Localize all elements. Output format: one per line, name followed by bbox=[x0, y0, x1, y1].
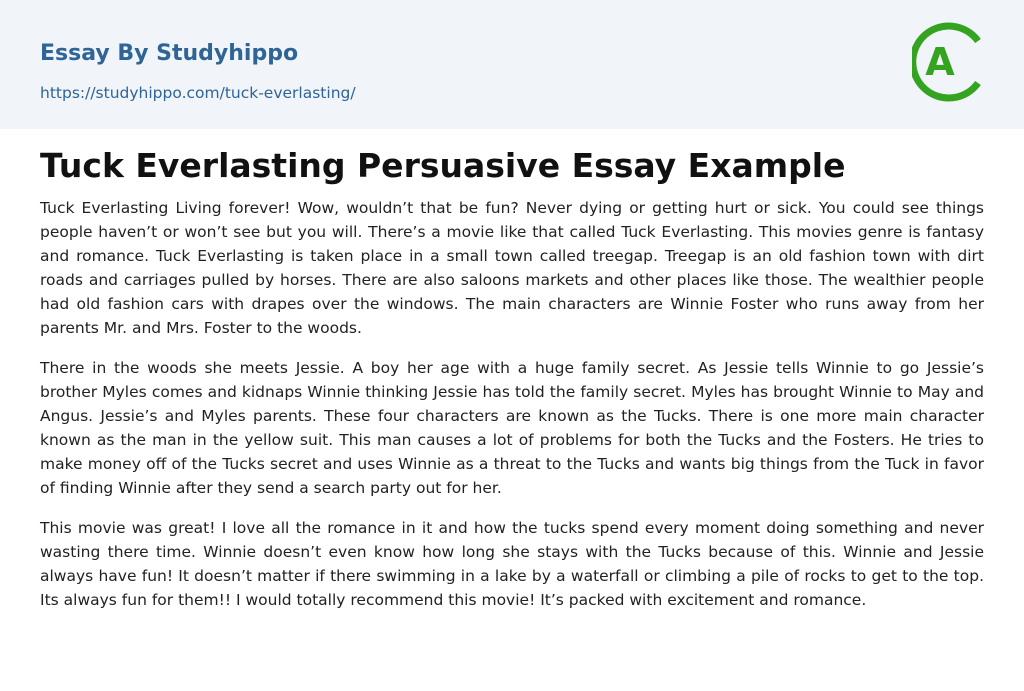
brand-title[interactable]: Essay By Studyhippo bbox=[40, 41, 299, 66]
article-title: Tuck Everlasting Persuasive Essay Example bbox=[40, 146, 846, 185]
article-paragraph: Tuck Everlasting Living forever! Wow, wouldn’t that be fun? Never dying or getting hurt or sick. You could see things people haven’t or won’t see but you will. There’s a movie like that called Tuck Everlasting. This movies genre is fantasy and romance. Tuck Everlasting is taken place in a small town called treegap. Treegap is an old fashion town with dirt roads and carriages pulled by horses. There are also saloons markets and other places like those. The wealthier people had old fashion cars with drapes over the windows. The main characters are Winnie Foster who runs away from her parents Mr. and Mrs. Foster to the woods. bbox=[40, 199, 984, 337]
page-url-link[interactable]: https://studyhippo.com/tuck-everlasting/ bbox=[40, 84, 356, 102]
article-paragraph: This movie was great! I love all the romance in it and how the tucks spend every moment doing something and never wasting there time. Winnie doesn’t even know how long she stays with the Tucks because of this. Winnie and Jessie always have fun! It doesn’t matter if there swimming in a lake by a waterfall or climbing a pile of rocks to get to the top. Its always fun for them!! I would totally recommend this movie! It’s packed with excitement and romance. bbox=[40, 519, 984, 609]
article-body bbox=[40, 196, 984, 628]
logo-letter: A bbox=[925, 40, 955, 84]
studyhippo-logo-icon[interactable] bbox=[912, 19, 986, 105]
site-header bbox=[0, 0, 1024, 129]
article-paragraph: There in the woods she meets Jessie. A boy her age with a huge family secret. As Jessie tells Winnie to go Jessie’s brother Myles comes and kidnaps Winnie thinking Jessie has told the family secret. Myles has brought Winnie to May and Angus. Jessie’s and Myles parents. These four characters are known as the Tucks. There is one more main character known as the man in the yellow suit. This man causes a lot of problems for both the Tucks and the Fosters. He tries to make money off of the Tucks secret and uses Winnie as a threat to the Tucks and wants big things from the Tuck in favor of finding Winnie after they send a search party out for her. bbox=[40, 359, 984, 497]
